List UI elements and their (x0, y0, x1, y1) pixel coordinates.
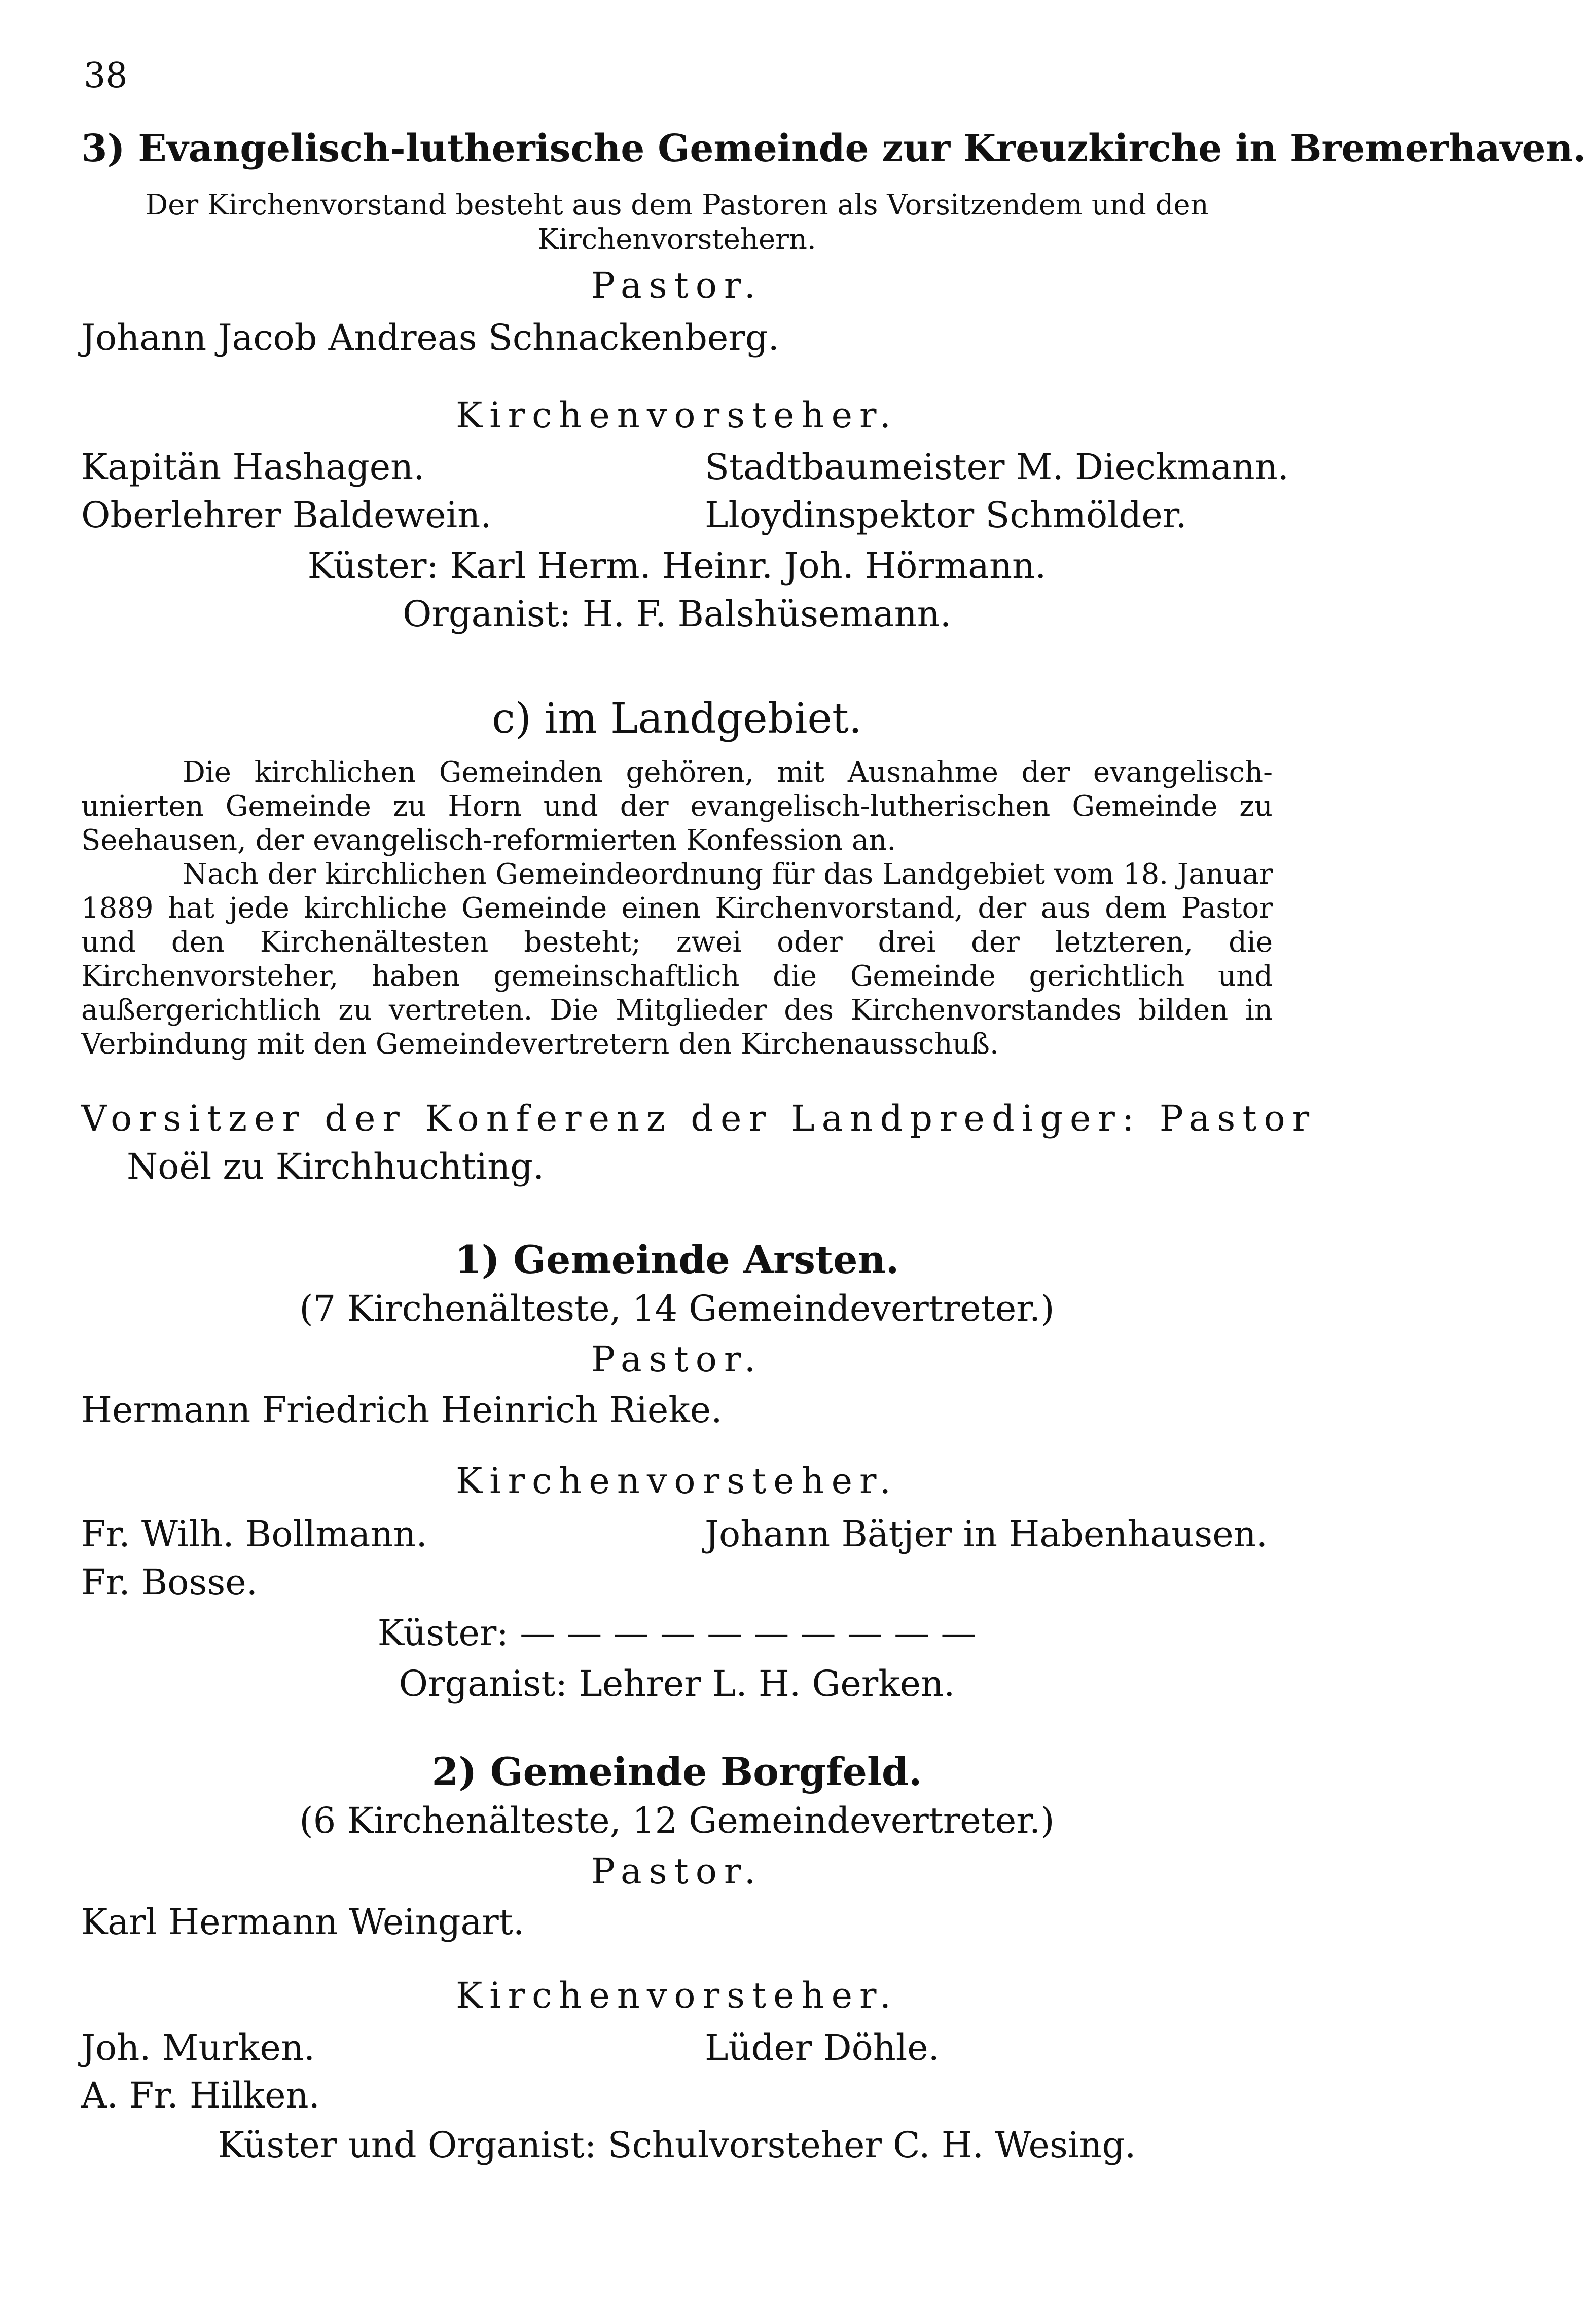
paragraph: Die kirchlichen Gemeinden gehören, mit Ausnahme der evangelisch-unierten Gemeinde zu Horn und der evangelisch-lutherischen Gemeinde zu Seehausen, der evangelisch-reformierten Konfession an. (81, 756, 1273, 857)
vorsteher-name: Lloydinspektor Schmölder. (705, 494, 1187, 536)
section-title-kreuzkirche: 3) Evangelisch-lutherische Gemeinde zur Kreuzkirche in Bremerhaven. (81, 127, 1586, 170)
arsten-counts: (7 Kirchenälteste, 14 Gemeindevertreter.) (299, 1288, 1055, 1329)
vorsteher-label: Kirchenvorsteher. (455, 1975, 898, 2016)
pastor-label: Pastor. (591, 1850, 763, 1892)
vorsteher-name: Oberlehrer Baldewein. (81, 494, 492, 536)
vorsteher-name: Stadtbaumeister M. Dieckmann. (705, 446, 1289, 488)
intro-line-2: Kirchenvorstehern. (537, 223, 816, 256)
intro-line-1: Der Kirchenvorstand besteht aus dem Pastoren als Vorsitzendem und den (145, 189, 1209, 222)
vorsteher-name: Johann Bätjer in Habenhausen. (705, 1513, 1268, 1555)
paragraph: Nach der kirchlichen Gemeindeordnung für das Landgebiet vom 18. Januar 1889 hat jede kirchliche Gemeinde einen Kirchenvorstand, der aus dem Pastor und den Kirchenältesten besteht; zwei oder drei der letzteren, die Kirchenvorsteher, haben gemeinschaftlich die Gemeinde gerichtlich und außergerichtlich zu vertreten. Die Mitglieder des Kirchenvorstandes bilden in Verbindung mit den Gemeindevertretern den Kirchenausschuß. (81, 858, 1273, 1061)
vorsitzer-line-1: Vorsitzer der Konferenz der Landprediger: Pastor (81, 1098, 1317, 1139)
vorsteher-name: Joh. Murken. (81, 2027, 315, 2068)
vorsteher-label: Kirchenvorsteher. (455, 1460, 898, 1502)
vorsteher-name: Lüder Döhle. (705, 2027, 940, 2068)
arsten-title: 1) Gemeinde Arsten. (454, 1237, 899, 1282)
pastor-label: Pastor. (591, 265, 763, 306)
vorsteher-name: Fr. Bosse. (81, 1562, 258, 1603)
organist-line: Organist: H. F. Balshüsemann. (403, 593, 951, 635)
pastor-name: Hermann Friedrich Heinrich Rieke. (81, 1389, 723, 1431)
page-number: 38 (84, 56, 128, 96)
vorsteher-name: Fr. Wilh. Bollmann. (81, 1513, 427, 1555)
vorsteher-name: Kapitän Hashagen. (81, 446, 425, 488)
vorsitzer-line-2: Noël zu Kirchhuchting. (127, 1146, 545, 1187)
kuester-organist-line: Küster und Organist: Schulvorsteher C. H. Wesing. (218, 2124, 1136, 2166)
pastor-name: Johann Jacob Andreas Schnackenberg. (81, 317, 779, 358)
vorsteher-name: A. Fr. Hilken. (81, 2075, 320, 2116)
vorsteher-label: Kirchenvorsteher. (455, 394, 898, 436)
kuester-line: Küster: — — — — — — — — — — (377, 1612, 977, 1654)
pastor-name: Karl Hermann Weingart. (81, 1901, 525, 1943)
organist-line: Organist: Lehrer L. H. Gerken. (399, 1663, 955, 1704)
pastor-label: Pastor. (591, 1338, 763, 1380)
section-title-landgebiet: c) im Landgebiet. (492, 695, 862, 743)
borgfeld-title: 2) Gemeinde Borgfeld. (431, 1749, 922, 1794)
landgebiet-text (81, 755, 1273, 1061)
kuester-line: Küster: Karl Herm. Heinr. Joh. Hörmann. (307, 545, 1047, 587)
borgfeld-counts: (6 Kirchenälteste, 12 Gemeindevertreter.) (299, 1800, 1055, 1841)
